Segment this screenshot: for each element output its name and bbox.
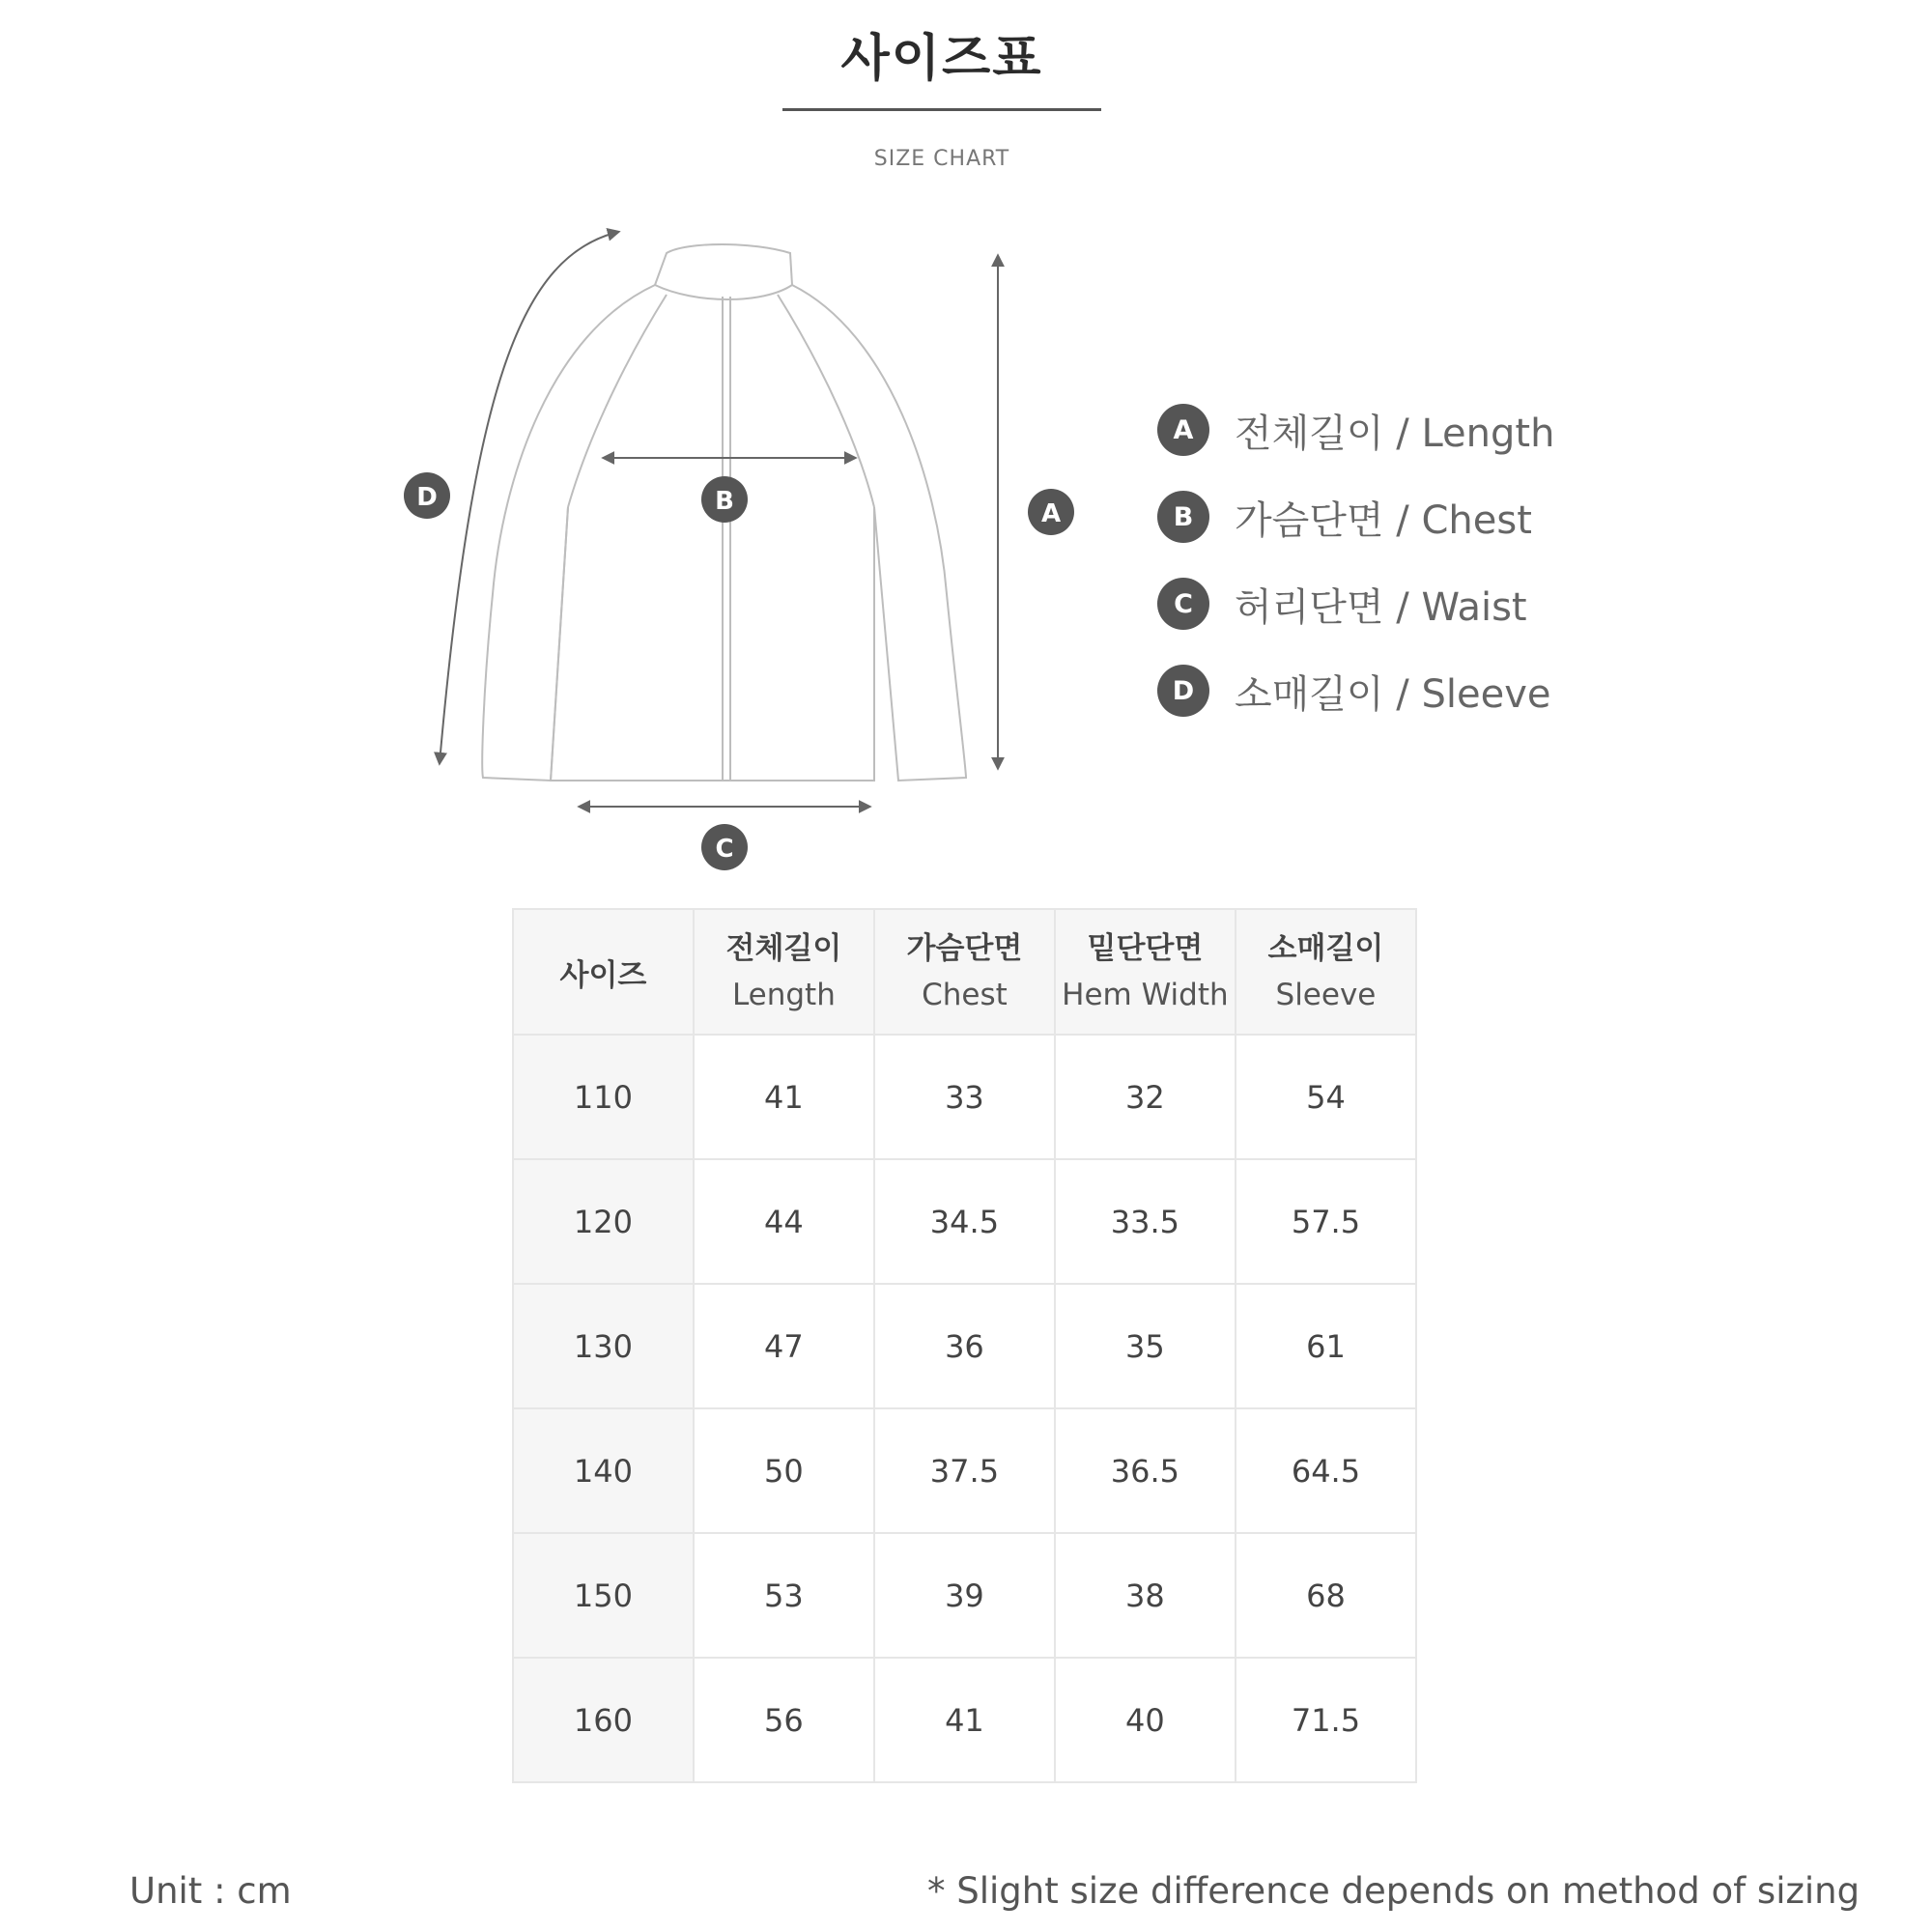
sleeve-cell: 54 bbox=[1236, 1035, 1416, 1159]
chest-cell: 41 bbox=[874, 1658, 1055, 1782]
chest-cell: 39 bbox=[874, 1533, 1055, 1658]
header-sleeve-ko: 소매길이 bbox=[1267, 931, 1384, 966]
header-length-en: Length bbox=[731, 978, 836, 1012]
legend-badge-c: C bbox=[1157, 578, 1209, 630]
page-title: 사이즈표 bbox=[840, 30, 1043, 88]
legend-item-length bbox=[1157, 386, 1554, 473]
table-row bbox=[513, 1658, 1416, 1782]
marker-a bbox=[1028, 489, 1074, 535]
marker-d bbox=[404, 472, 450, 519]
sleeve-measure-arrow bbox=[440, 232, 618, 763]
title-divider bbox=[782, 108, 1101, 111]
hem-cell: 40 bbox=[1055, 1658, 1236, 1782]
page-subtitle: SIZE CHART bbox=[873, 147, 1010, 171]
header-hem-en: Hem Width bbox=[1062, 978, 1229, 1012]
length-cell: 50 bbox=[694, 1408, 874, 1533]
header-sleeve bbox=[1236, 909, 1416, 1035]
table-row bbox=[513, 1159, 1416, 1284]
legend-label-waist: 허리단면 / Waist bbox=[1235, 584, 1527, 630]
length-cell: 53 bbox=[694, 1533, 874, 1658]
header-size-label: 사이즈 bbox=[559, 957, 647, 993]
header-length bbox=[694, 909, 874, 1035]
unit-label: Unit : cm bbox=[129, 1870, 292, 1912]
header-sleeve-en: Sleeve bbox=[1275, 978, 1377, 1012]
size-cell: 110 bbox=[513, 1035, 694, 1159]
sleeve-cell: 61 bbox=[1236, 1284, 1416, 1408]
header-hem-ko: 밑단단면 bbox=[1087, 931, 1204, 966]
legend-label-sleeve: 소매길이 / Sleeve bbox=[1235, 671, 1551, 717]
marker-b-label: B bbox=[715, 487, 734, 516]
table-row bbox=[513, 1284, 1416, 1408]
length-cell: 41 bbox=[694, 1035, 874, 1159]
table-row bbox=[513, 1533, 1416, 1658]
table-header-row bbox=[513, 909, 1416, 1035]
hem-cell: 32 bbox=[1055, 1035, 1236, 1159]
chest-cell: 33 bbox=[874, 1035, 1055, 1159]
legend-label-length: 전체길이 / Length bbox=[1235, 411, 1555, 456]
legend-badge-a: A bbox=[1157, 404, 1209, 456]
size-cell: 120 bbox=[513, 1159, 694, 1284]
header-chest-en: Chest bbox=[922, 978, 1008, 1012]
marker-c-label: C bbox=[715, 835, 734, 864]
length-cell: 47 bbox=[694, 1284, 874, 1408]
length-cell: 56 bbox=[694, 1658, 874, 1782]
legend-label-chest: 가슴단면 / Chest bbox=[1235, 497, 1532, 543]
chest-cell: 34.5 bbox=[874, 1159, 1055, 1284]
sleeve-cell: 68 bbox=[1236, 1533, 1416, 1658]
marker-d-label: D bbox=[416, 483, 438, 512]
size-cell: 150 bbox=[513, 1533, 694, 1658]
hem-cell: 36.5 bbox=[1055, 1408, 1236, 1533]
table-row bbox=[513, 1035, 1416, 1159]
measurement-legend bbox=[1157, 386, 1554, 734]
header-chest-ko: 가슴단면 bbox=[906, 931, 1023, 966]
size-cell: 160 bbox=[513, 1658, 694, 1782]
header-chest bbox=[874, 909, 1055, 1035]
legend-item-sleeve bbox=[1157, 647, 1554, 734]
marker-a-label: A bbox=[1040, 499, 1062, 528]
legend-badge-d: D bbox=[1157, 665, 1209, 717]
legend-badge-b: B bbox=[1157, 491, 1209, 543]
sleeve-cell: 57.5 bbox=[1236, 1159, 1416, 1284]
header-hem bbox=[1055, 909, 1236, 1035]
legend-item-waist bbox=[1157, 560, 1554, 647]
header-length-ko: 전체길이 bbox=[725, 931, 842, 966]
sizing-note: * Slight size difference depends on method of sizing bbox=[927, 1870, 1861, 1912]
chest-cell: 37.5 bbox=[874, 1408, 1055, 1533]
header-size bbox=[513, 909, 694, 1035]
hem-cell: 35 bbox=[1055, 1284, 1236, 1408]
sleeve-cell: 64.5 bbox=[1236, 1408, 1416, 1533]
size-cell: 130 bbox=[513, 1284, 694, 1408]
hem-cell: 38 bbox=[1055, 1533, 1236, 1658]
hem-cell: 33.5 bbox=[1055, 1159, 1236, 1284]
sleeve-cell: 71.5 bbox=[1236, 1658, 1416, 1782]
jacket-diagram bbox=[386, 227, 1101, 874]
marker-b bbox=[701, 476, 748, 523]
legend-item-chest bbox=[1157, 473, 1554, 560]
size-cell: 140 bbox=[513, 1408, 694, 1533]
length-cell: 44 bbox=[694, 1159, 874, 1284]
size-table bbox=[512, 908, 1417, 1783]
chest-cell: 36 bbox=[874, 1284, 1055, 1408]
table-row bbox=[513, 1408, 1416, 1533]
marker-c bbox=[701, 824, 748, 870]
